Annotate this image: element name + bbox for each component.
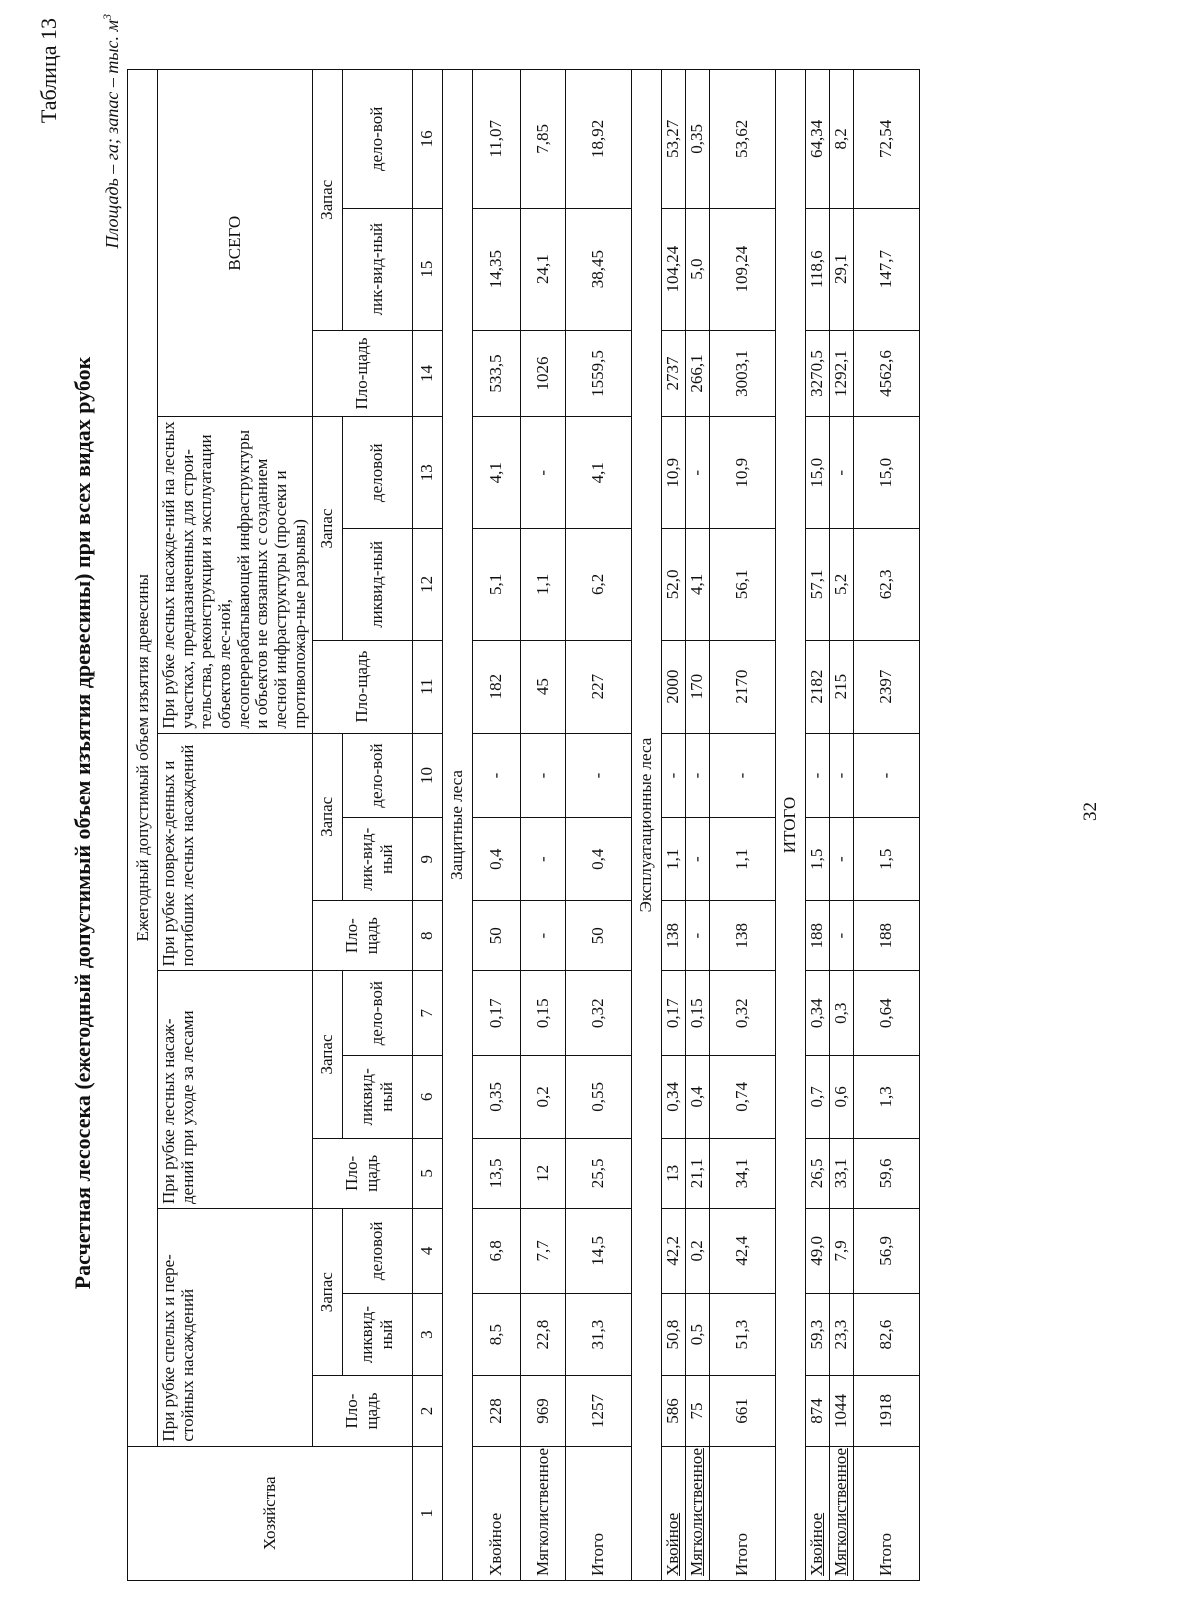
column-number: 2 bbox=[412, 1376, 442, 1446]
table-row bbox=[709, 70, 775, 1581]
header-row-area-stock bbox=[312, 70, 342, 1581]
column-number: 9 bbox=[412, 818, 442, 901]
table-cell: 15,0 bbox=[805, 417, 829, 529]
table-cell: 52,0 bbox=[661, 529, 685, 641]
table-cell: 8,2 bbox=[829, 70, 853, 209]
table-cell: 3270,5 bbox=[805, 330, 829, 417]
row-label: Мягколиственное bbox=[829, 1446, 853, 1580]
table-cell: 13,5 bbox=[472, 1138, 520, 1208]
table-cell: - bbox=[829, 818, 853, 901]
table-cell: 25,5 bbox=[565, 1138, 631, 1208]
header-business: деловой bbox=[342, 417, 412, 529]
table-cell: 26,5 bbox=[805, 1138, 829, 1208]
header-row-group bbox=[128, 70, 158, 1581]
header-area: Пло-щадь bbox=[312, 1376, 412, 1446]
header-area: Пло-щадь bbox=[312, 901, 412, 971]
table-cell: 56,1 bbox=[709, 529, 775, 641]
units-superscript: 3 bbox=[100, 14, 114, 20]
table-cell: 969 bbox=[520, 1376, 565, 1446]
table-title: Расчетная лесосека (ежегодный допустимый объем изъятия древесины) при всех видах рубок bbox=[70, 356, 95, 1290]
table-cell: 4,1 bbox=[565, 417, 631, 529]
table-cell: 1,5 bbox=[805, 818, 829, 901]
table-cell: 0,74 bbox=[709, 1056, 775, 1139]
table-cell: - bbox=[472, 733, 520, 818]
header-business: дело-вой bbox=[342, 70, 412, 209]
header-cut-infrastructure: При рубке лесных насажде-ний на лесных участках, предназначенных для строи-тельства, реконструкции и эксплуатации объектов лес-ной, лесоперерабатывающей инфраструктуры и объектов не связанных с созданием лесной инфраструктуры (просеки и противопожар-ные разрывы) bbox=[158, 417, 313, 733]
column-number: 1 bbox=[412, 1446, 442, 1580]
table-cell: 1559,5 bbox=[565, 330, 631, 417]
table-cell: 42,2 bbox=[661, 1208, 685, 1293]
table-cell: 0,4 bbox=[685, 1056, 709, 1139]
table-row bbox=[853, 70, 919, 1581]
table-cell: 7,85 bbox=[520, 70, 565, 209]
table-cell: - bbox=[829, 901, 853, 971]
table-cell: 4,1 bbox=[472, 417, 520, 529]
table-cell: 188 bbox=[853, 901, 919, 971]
row-label: Хвойное bbox=[472, 1446, 520, 1580]
table-cell: 42,4 bbox=[709, 1208, 775, 1293]
header-business: дело-вой bbox=[342, 971, 412, 1056]
table-cell: 0,64 bbox=[853, 971, 919, 1056]
table-cell: 50 bbox=[472, 901, 520, 971]
table-cell: 10,9 bbox=[709, 417, 775, 529]
table-cell: 51,3 bbox=[709, 1293, 775, 1376]
table-cell: 14,5 bbox=[565, 1208, 631, 1293]
section-title: Защитные леса bbox=[442, 70, 472, 1581]
table-cell: 138 bbox=[709, 901, 775, 971]
table-cell: 2000 bbox=[661, 640, 685, 733]
column-number-row bbox=[412, 70, 442, 1581]
table-cell: - bbox=[520, 818, 565, 901]
table-cell: 50 bbox=[565, 901, 631, 971]
table-cell: 0,3 bbox=[829, 971, 853, 1056]
table-cell: 22,8 bbox=[520, 1293, 565, 1376]
table-row bbox=[829, 70, 853, 1581]
table-cell: 8,5 bbox=[472, 1293, 520, 1376]
header-cut-damaged: При рубке повреж-денных и погибших лесных насаждений bbox=[158, 733, 313, 971]
header-stock: Запас bbox=[312, 971, 342, 1138]
row-label: Итого bbox=[565, 1446, 631, 1580]
table-cell: 170 bbox=[685, 640, 709, 733]
table-cell: 14,35 bbox=[472, 208, 520, 330]
table-cell: 0,6 bbox=[829, 1056, 853, 1139]
header-farms: Хозяйства bbox=[128, 1446, 413, 1580]
header-allowed-volume: Ежегодный допустимый объем изъятия древесины bbox=[128, 70, 158, 1447]
table-cell: 10,9 bbox=[661, 417, 685, 529]
table-cell: - bbox=[520, 901, 565, 971]
table-cell: 53,27 bbox=[661, 70, 685, 209]
table-cell: 5,2 bbox=[829, 529, 853, 641]
table-row bbox=[805, 70, 829, 1581]
table-cell: - bbox=[565, 733, 631, 818]
table-cell: - bbox=[853, 733, 919, 818]
section-row bbox=[442, 70, 472, 1581]
table-row bbox=[520, 70, 565, 1581]
header-total: ВСЕГО bbox=[158, 70, 313, 417]
table-cell: - bbox=[685, 417, 709, 529]
row-label: Итого bbox=[853, 1446, 919, 1580]
table-row bbox=[565, 70, 631, 1581]
table-cell: 0,55 bbox=[565, 1056, 631, 1139]
header-business: деловой bbox=[342, 1208, 412, 1293]
table-cell: 33,1 bbox=[829, 1138, 853, 1208]
table-cell: - bbox=[829, 417, 853, 529]
header-area: Пло-щадь bbox=[312, 640, 412, 733]
table-cell: 188 bbox=[805, 901, 829, 971]
table-cell: 13 bbox=[661, 1138, 685, 1208]
table-cell: 0,32 bbox=[709, 971, 775, 1056]
column-number: 7 bbox=[412, 971, 442, 1056]
table-cell: 15,0 bbox=[853, 417, 919, 529]
column-number: 12 bbox=[412, 529, 442, 641]
table-cell: 109,24 bbox=[709, 208, 775, 330]
table-cell: 2170 bbox=[709, 640, 775, 733]
table-cell: - bbox=[685, 901, 709, 971]
column-number: 5 bbox=[412, 1138, 442, 1208]
cutting-area-table bbox=[127, 69, 920, 1581]
table-cell: - bbox=[685, 733, 709, 818]
table-cell: 0,34 bbox=[805, 971, 829, 1056]
table-cell: 50,8 bbox=[661, 1293, 685, 1376]
table-cell: 24,1 bbox=[520, 208, 565, 330]
table-cell: 6,8 bbox=[472, 1208, 520, 1293]
table-cell: 6,2 bbox=[565, 529, 631, 641]
table-cell: 1,5 bbox=[853, 818, 919, 901]
table-cell: 0,35 bbox=[472, 1056, 520, 1139]
header-area: Пло-щадь bbox=[312, 330, 412, 417]
table-cell: 118,6 bbox=[805, 208, 829, 330]
table-cell: 0,5 bbox=[685, 1293, 709, 1376]
table-cell: 182 bbox=[472, 640, 520, 733]
table-cell: 21,1 bbox=[685, 1138, 709, 1208]
table-cell: 1026 bbox=[520, 330, 565, 417]
header-cut-care: При рубке лесных насаж-дений при уходе за лесами bbox=[158, 971, 313, 1209]
table-cell: 5,0 bbox=[685, 208, 709, 330]
table-cell: 1257 bbox=[565, 1376, 631, 1446]
table-cell: 7,7 bbox=[520, 1208, 565, 1293]
units-note bbox=[100, 14, 123, 249]
table-cell: 0,32 bbox=[565, 971, 631, 1056]
table-cell: 53,62 bbox=[709, 70, 775, 209]
table-row bbox=[661, 70, 685, 1581]
header-business: дело-вой bbox=[342, 733, 412, 818]
table-cell: - bbox=[520, 733, 565, 818]
table-cell: 1,3 bbox=[853, 1056, 919, 1139]
table-cell: 533,5 bbox=[472, 330, 520, 417]
column-number: 6 bbox=[412, 1056, 442, 1139]
header-row-cut-types bbox=[158, 70, 313, 1581]
table-cell: - bbox=[661, 733, 685, 818]
table-cell: 138 bbox=[661, 901, 685, 971]
header-liquid: лик-вид-ный bbox=[342, 208, 412, 330]
units-text: Площадь – га; запас – тыс. м bbox=[102, 20, 122, 249]
table-cell: 147,7 bbox=[853, 208, 919, 330]
table-cell: 11,07 bbox=[472, 70, 520, 209]
table-cell: 56,9 bbox=[853, 1208, 919, 1293]
column-number: 3 bbox=[412, 1293, 442, 1376]
table-cell: 227 bbox=[565, 640, 631, 733]
table-cell: 215 bbox=[829, 640, 853, 733]
table-cell: 0,35 bbox=[685, 70, 709, 209]
header-liquid: ликвид-ный bbox=[342, 529, 412, 641]
table-cell: 64,34 bbox=[805, 70, 829, 209]
table-cell: 1292,1 bbox=[829, 330, 853, 417]
table-cell: 586 bbox=[661, 1376, 685, 1446]
header-cut-mature: При рубке спелых и пере-стойных насаждений bbox=[158, 1208, 313, 1446]
table-cell: - bbox=[520, 417, 565, 529]
section-title: Эксплуатационные леса bbox=[631, 70, 661, 1581]
header-stock: Запас bbox=[312, 417, 342, 640]
table-cell: 59,6 bbox=[853, 1138, 919, 1208]
table-cell: 1,1 bbox=[709, 818, 775, 901]
table-cell: 38,45 bbox=[565, 208, 631, 330]
table-cell: 5,1 bbox=[472, 529, 520, 641]
table-cell: 4562,6 bbox=[853, 330, 919, 417]
section-row bbox=[631, 70, 661, 1581]
table-cell: 0,17 bbox=[661, 971, 685, 1056]
table-cell: 0,4 bbox=[565, 818, 631, 901]
section-title: ИТОГО bbox=[775, 70, 805, 1581]
table-cell: 4,1 bbox=[685, 529, 709, 641]
column-number: 10 bbox=[412, 733, 442, 818]
table-cell: 57,1 bbox=[805, 529, 829, 641]
table-cell: 1044 bbox=[829, 1376, 853, 1446]
table-cell: 34,1 bbox=[709, 1138, 775, 1208]
table-cell: 3003,1 bbox=[709, 330, 775, 417]
table-cell: 1918 bbox=[853, 1376, 919, 1446]
header-liquid: ликвид-ный bbox=[342, 1056, 412, 1139]
column-number: 16 bbox=[412, 70, 442, 209]
table-cell: 874 bbox=[805, 1376, 829, 1446]
table-cell: - bbox=[709, 733, 775, 818]
table-cell: 49,0 bbox=[805, 1208, 829, 1293]
table-cell: 2397 bbox=[853, 640, 919, 733]
column-number: 13 bbox=[412, 417, 442, 529]
header-stock: Запас bbox=[312, 70, 342, 331]
column-number: 4 bbox=[412, 1208, 442, 1293]
header-liquid: лик-вид-ный bbox=[342, 818, 412, 901]
table-cell: 75 bbox=[685, 1376, 709, 1446]
table-body bbox=[128, 70, 920, 1581]
table-cell: 59,3 bbox=[805, 1293, 829, 1376]
table-cell: 2737 bbox=[661, 330, 685, 417]
header-stock: Запас bbox=[312, 1208, 342, 1375]
table-cell: 12 bbox=[520, 1138, 565, 1208]
row-label: Итого bbox=[709, 1446, 775, 1580]
table-cell: 1,1 bbox=[661, 818, 685, 901]
row-label: Мягколиственное bbox=[520, 1446, 565, 1580]
table-cell: 661 bbox=[709, 1376, 775, 1446]
table-cell: 45 bbox=[520, 640, 565, 733]
table-cell: 82,6 bbox=[853, 1293, 919, 1376]
table-cell: 0,17 bbox=[472, 971, 520, 1056]
table-cell: 72,54 bbox=[853, 70, 919, 209]
table-cell: - bbox=[829, 733, 853, 818]
table-cell: - bbox=[805, 733, 829, 818]
column-number: 11 bbox=[412, 640, 442, 733]
column-number: 15 bbox=[412, 208, 442, 330]
row-label: Мягколиственное bbox=[685, 1446, 709, 1580]
table-row bbox=[472, 70, 520, 1581]
table-cell: 104,24 bbox=[661, 208, 685, 330]
table-cell: 7,9 bbox=[829, 1208, 853, 1293]
table-cell: - bbox=[685, 818, 709, 901]
table-cell: 0,2 bbox=[520, 1056, 565, 1139]
header-liquid: ликвид-ный bbox=[342, 1293, 412, 1376]
row-label: Хвойное bbox=[661, 1446, 685, 1580]
table-cell: 18,92 bbox=[565, 70, 631, 209]
page-number: 32 bbox=[1080, 802, 1101, 821]
table-cell: 23,3 bbox=[829, 1293, 853, 1376]
header-stock: Запас bbox=[312, 733, 342, 900]
table-cell: 228 bbox=[472, 1376, 520, 1446]
table-cell: 1,1 bbox=[520, 529, 565, 641]
row-label: Хвойное bbox=[805, 1446, 829, 1580]
table-cell: 0,2 bbox=[685, 1208, 709, 1293]
section-row bbox=[775, 70, 805, 1581]
table-cell: 0,7 bbox=[805, 1056, 829, 1139]
table-cell: 2182 bbox=[805, 640, 829, 733]
table-cell: 31,3 bbox=[565, 1293, 631, 1376]
table-number: Таблица 13 bbox=[36, 18, 61, 124]
header-area: Пло-щадь bbox=[312, 1138, 412, 1208]
table-row bbox=[685, 70, 709, 1581]
table-cell: 0,15 bbox=[685, 971, 709, 1056]
table-cell: 29,1 bbox=[829, 208, 853, 330]
table-cell: 0,34 bbox=[661, 1056, 685, 1139]
column-number: 14 bbox=[412, 330, 442, 417]
table-cell: 0,15 bbox=[520, 971, 565, 1056]
table-cell: 0,4 bbox=[472, 818, 520, 901]
table-cell: 266,1 bbox=[685, 330, 709, 417]
header-row-liquid-business bbox=[342, 70, 412, 1581]
column-number: 8 bbox=[412, 901, 442, 971]
table-cell: 62,3 bbox=[853, 529, 919, 641]
